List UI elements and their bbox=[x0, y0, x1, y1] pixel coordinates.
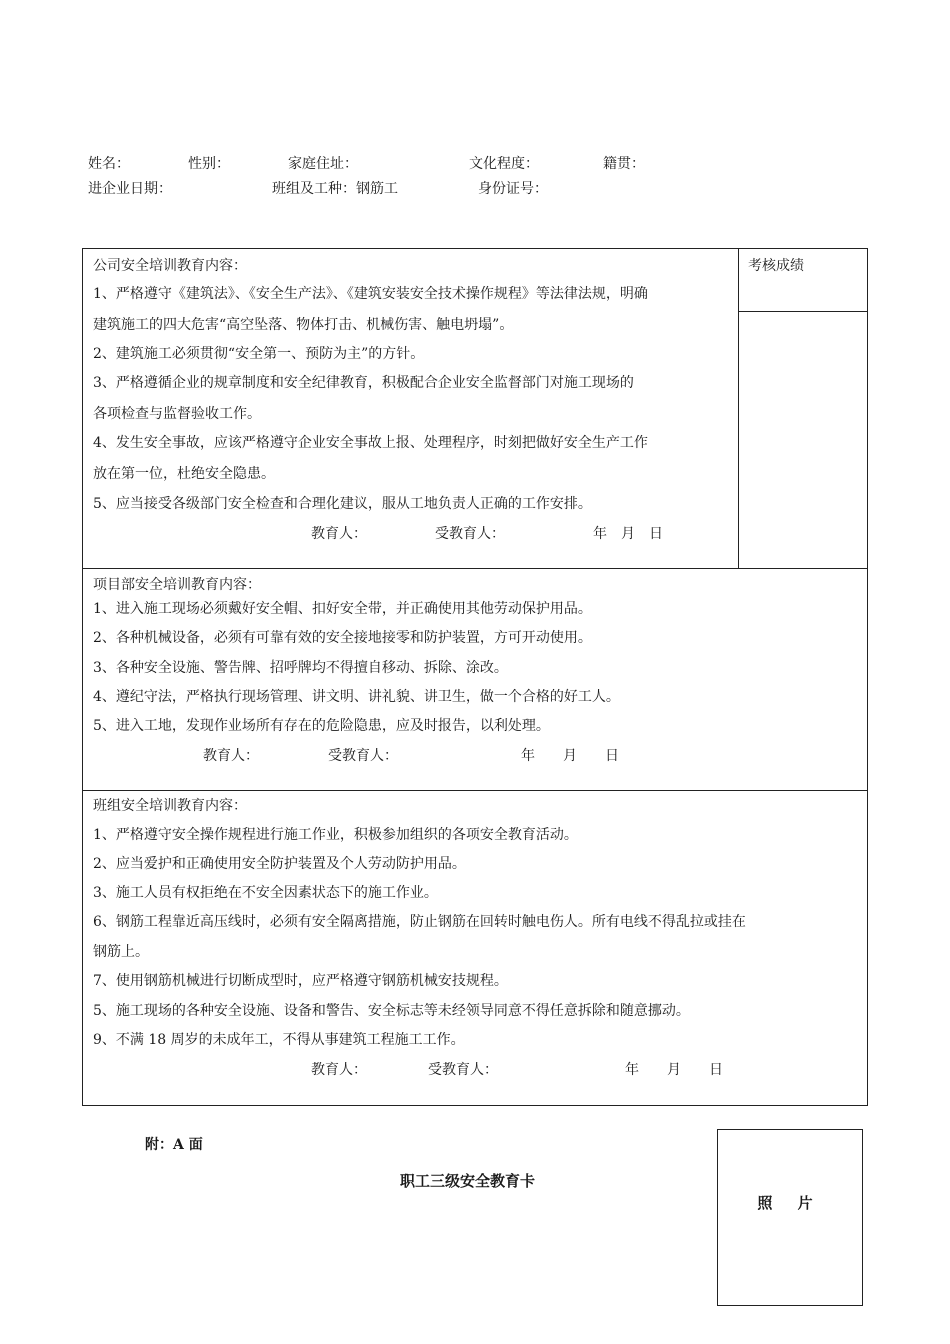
team-date-label: 年 月 日 bbox=[625, 1062, 723, 1078]
team-educatee-label: 受教育人： bbox=[428, 1062, 498, 1078]
team-line: 5、施工现场的各种安全设施、设备和警告、安全标志等未经领导同意不得任意拆除和随意挪动。 bbox=[93, 1003, 690, 1019]
id-number-label: 身份证号： bbox=[478, 181, 548, 197]
company-date-label: 年 月 日 bbox=[593, 526, 663, 542]
card-title: 职工三级安全教育卡 bbox=[400, 1172, 536, 1190]
project-line: 3、各种安全设施、警告牌、招呼牌均不得擅自移动、拆除、涂改。 bbox=[93, 660, 508, 676]
appendix-label: 附：A 面 bbox=[145, 1137, 203, 1153]
company-educator-label: 教育人： bbox=[311, 526, 367, 542]
company-educatee-label: 受教育人： bbox=[435, 526, 505, 542]
company-line: 3、严格遵循企业的规章制度和安全纪律教育，积极配合企业安全监督部门对施工现场的 bbox=[93, 375, 634, 391]
project-educator-label: 教育人： bbox=[203, 748, 259, 764]
name-label: 姓名： bbox=[88, 156, 130, 172]
score-header-divider bbox=[738, 311, 867, 312]
team-line: 7、使用钢筋机械进行切断成型时，应严格遵守钢筋机械安技规程。 bbox=[93, 973, 508, 989]
team-educator-label: 教育人： bbox=[311, 1062, 367, 1078]
team-line: 钢筋上。 bbox=[93, 944, 149, 960]
team-line: 2、应当爱护和正确使用安全防护装置及个人劳动防护用品。 bbox=[93, 856, 466, 872]
project-section-title: 项目部安全培训教育内容： bbox=[93, 577, 261, 593]
gender-label: 性别： bbox=[188, 156, 230, 172]
team-line: 3、施工人员有权拒绝在不安全因素状态下的施工作业。 bbox=[93, 885, 438, 901]
section-divider-1 bbox=[83, 568, 867, 569]
company-line: 建筑施工的四大危害“高空坠落、物体打击、机械伤害、触电坍塌”。 bbox=[93, 317, 514, 333]
company-line: 4、发生安全事故，应该严格遵守企业安全事故上报、处理程序，时刻把做好安全生产工作 bbox=[93, 435, 648, 451]
project-line: 2、各种机械设备，必须有可靠有效的安全接地接零和防护装置，方可开动使用。 bbox=[93, 630, 592, 646]
photo-box bbox=[717, 1129, 863, 1306]
project-line: 1、进入施工现场必须戴好安全帽、扣好安全带，并正确使用其他劳动保护用品。 bbox=[93, 601, 592, 617]
photo-label: 照 片 bbox=[757, 1194, 823, 1212]
education-table bbox=[82, 248, 868, 1106]
address-label: 家庭住址： bbox=[288, 156, 358, 172]
team-section-title: 班组安全培训教育内容： bbox=[93, 798, 247, 814]
company-line: 5、应当接受各级部门安全检查和合理化建议，服从工地负责人正确的工作安排。 bbox=[93, 496, 592, 512]
team-line: 6、钢筋工程靠近高压线时，必须有安全隔离措施，防止钢筋在回转时触电伤人。所有电线不得乱拉或挂在 bbox=[93, 914, 746, 930]
project-line: 4、遵纪守法，严格执行现场管理、讲文明、讲礼貌、讲卫生，做一个合格的好工人。 bbox=[93, 689, 620, 705]
education-label: 文化程度： bbox=[469, 156, 539, 172]
company-line: 放在第一位，杜绝安全隐患。 bbox=[93, 466, 275, 482]
origin-label: 籍贯： bbox=[603, 156, 645, 172]
company-line: 各项检查与监督验收工作。 bbox=[93, 406, 261, 422]
section-divider-2 bbox=[83, 790, 867, 791]
company-line: 1、严格遵守《建筑法》、《安全生产法》、《建筑安装安全技术操作规程》等法律法规，明确 bbox=[93, 286, 648, 302]
project-date-label: 年 月 日 bbox=[521, 748, 619, 764]
project-educatee-label: 受教育人： bbox=[328, 748, 398, 764]
company-line: 2、建筑施工必须贯彻“安全第一、预防为主”的方针。 bbox=[93, 346, 425, 362]
team-line: 1、严格遵守安全操作规程进行施工作业，积极参加组织的各项安全教育活动。 bbox=[93, 827, 578, 843]
score-column-divider bbox=[738, 249, 739, 568]
entry-date-label: 进企业日期： bbox=[88, 181, 172, 197]
score-header: 考核成绩 bbox=[748, 258, 804, 274]
company-section-title: 公司安全培训教育内容： bbox=[93, 258, 247, 274]
project-line: 5、进入工地，发现作业场所有存在的危险隐患，应及时报告，以利处理。 bbox=[93, 718, 550, 734]
team-trade-label: 班组及工种：钢筋工 bbox=[272, 181, 398, 197]
team-line: 9、不满 18 周岁的未成年工，不得从事建筑工程施工工作。 bbox=[93, 1032, 465, 1048]
